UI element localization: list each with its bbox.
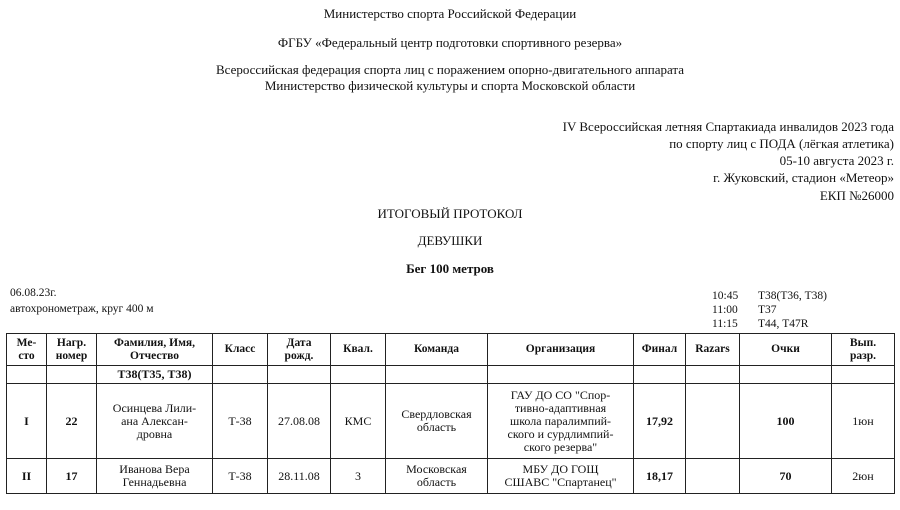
- cell-name: Осинцева Лили- ана Алексан- дровна: [97, 384, 213, 459]
- ministry-line: Министерство спорта Российской Федерации: [323, 6, 577, 21]
- cell-qual: 3: [331, 459, 386, 494]
- group-label: Т38(Т35, Т38): [97, 366, 213, 384]
- event-venue: г. Жуковский, стадион «Метеор»: [713, 170, 894, 185]
- cell-rank: 2юн: [832, 459, 895, 494]
- event-dates: 05-10 августа 2023 г.: [779, 153, 894, 168]
- results-table: [6, 333, 895, 494]
- schedule-item: [712, 304, 777, 317]
- header-bib: Нагр. номер: [47, 334, 97, 366]
- cell-rank: 1юн: [832, 384, 895, 459]
- cell-dob: 27.08.08: [268, 384, 331, 459]
- schedule-item: [712, 318, 808, 331]
- cell-bib: 22: [47, 384, 97, 459]
- protocol-title: ИТОГОВЫЙ ПРОТОКОЛ: [377, 206, 523, 221]
- cell-points: 100: [740, 384, 832, 459]
- header-qual: Квал.: [331, 334, 386, 366]
- cell-class: Т-38: [213, 384, 268, 459]
- protocol-group: ДЕВУШКИ: [417, 233, 483, 248]
- cell-final: 17,92: [634, 384, 686, 459]
- cell-final: 18,17: [634, 459, 686, 494]
- competition-date: 06.08.23г.: [10, 287, 57, 299]
- header-razars: Razars: [686, 334, 740, 366]
- mo-ministry-line: Министерство физической культуры и спорта Московской области: [264, 78, 636, 93]
- cell-razars: [686, 459, 740, 494]
- cell-team: Свердловская область: [386, 384, 488, 459]
- cell-class: Т-38: [213, 459, 268, 494]
- event-sport: по спорту лиц с ПОДА (лёгкая атлетика): [669, 136, 894, 151]
- cell-org: МБУ ДО ГОЩ СШАВС "Спартанец": [488, 459, 634, 494]
- fgbu-line: ФГБУ «Федеральный центр подготовки спортивного резерва»: [277, 35, 623, 50]
- cell-bib: 17: [47, 459, 97, 494]
- schedule-time: 11:00: [712, 304, 738, 316]
- header-place: Ме- сто: [7, 334, 47, 366]
- schedule-time: 10:45: [712, 290, 739, 302]
- header-name: Фамилия, Имя, Отчество: [97, 334, 213, 366]
- cell-name: Иванова Вера Геннадьевна: [97, 459, 213, 494]
- schedule-item: [712, 290, 827, 303]
- cell-qual: КМС: [331, 384, 386, 459]
- header-final: Финал: [634, 334, 686, 366]
- cell-place: I: [7, 384, 47, 459]
- header-rank: Вып. разр.: [832, 334, 895, 366]
- header-class: Класс: [213, 334, 268, 366]
- schedule-classes: Т37: [758, 304, 777, 316]
- cell-team: Московская область: [386, 459, 488, 494]
- event-name: IV Всероссийская летняя Спартакиада инвалидов 2023 года: [562, 119, 894, 134]
- table-row: [7, 384, 895, 459]
- schedule-classes: Т38(Т36, Т38): [758, 290, 827, 302]
- schedule-classes: Т44, Т47R: [758, 318, 809, 330]
- header-points: Очки: [740, 334, 832, 366]
- header-team: Команда: [386, 334, 488, 366]
- federation-line: Всероссийская федерация спорта лиц с поражением опорно-двигательного аппарата: [215, 62, 685, 77]
- table-row: [7, 459, 895, 494]
- cell-org: ГАУ ДО СО "Спор- тивно-адаптивная школа паралимпий- ского и сурдлимпий- ского резерва": [488, 384, 634, 459]
- table-header-row: [7, 334, 895, 366]
- protocol-discipline: Бег 100 метров: [406, 261, 494, 276]
- timing-note: автохронометраж, круг 400 м: [10, 303, 154, 315]
- schedule-time: 11:15: [712, 318, 738, 330]
- cell-dob: 28.11.08: [268, 459, 331, 494]
- cell-points: 70: [740, 459, 832, 494]
- header-org: Организация: [488, 334, 634, 366]
- header-dob: Дата рожд.: [268, 334, 331, 366]
- cell-razars: [686, 384, 740, 459]
- group-row: [7, 366, 895, 384]
- cell-place: II: [7, 459, 47, 494]
- event-ekp: ЕКП №26000: [819, 188, 894, 203]
